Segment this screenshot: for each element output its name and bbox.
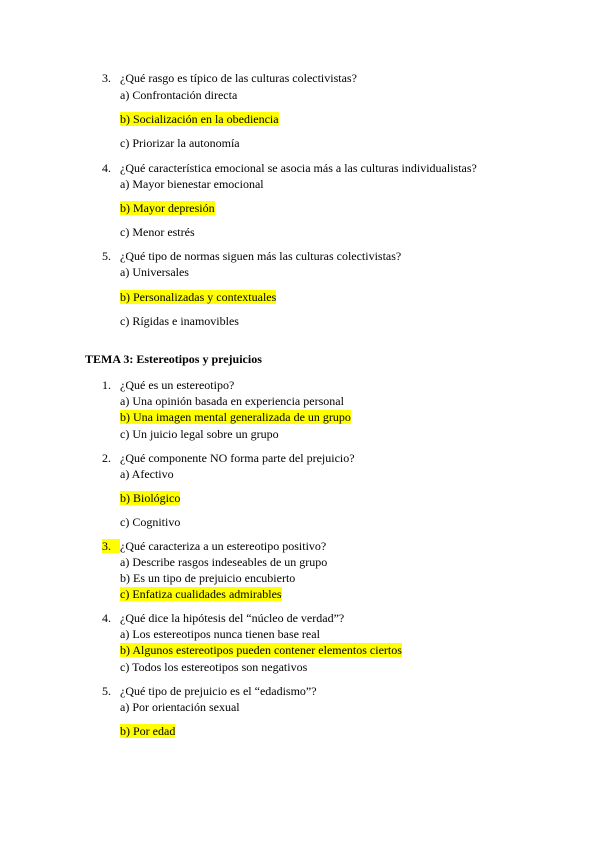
t3-question-4 bbox=[102, 611, 344, 625]
question-number: 4. bbox=[102, 161, 111, 175]
highlighted-answer: b) Una imagen mental generalizada de un grupo bbox=[120, 410, 351, 424]
highlighted-answer: b) Socialización en la obediencia bbox=[120, 112, 279, 126]
question-number: 4. bbox=[102, 611, 111, 625]
option-a: a) Describe rasgos indeseables de un grupo bbox=[120, 555, 328, 569]
option-a: a) Los estereotipos nunca tienen base real bbox=[120, 627, 320, 641]
option-c: c) Cognitivo bbox=[120, 515, 181, 529]
question-text: ¿Qué característica emocional se asocia más a las culturas individualistas? bbox=[120, 161, 477, 175]
option-b-answer bbox=[120, 643, 402, 657]
question-text: ¿Qué es un estereotipo? bbox=[120, 378, 235, 392]
option-b-answer bbox=[120, 410, 351, 424]
option-a: a) Confrontación directa bbox=[120, 88, 238, 102]
question-number-highlighted: 3. bbox=[102, 539, 120, 553]
option-b-answer bbox=[120, 724, 175, 738]
option-a: a) Por orientación sexual bbox=[120, 700, 240, 714]
question-number: 5. bbox=[102, 684, 111, 698]
question-text: ¿Qué rasgo es típico de las culturas colectivistas? bbox=[120, 71, 357, 85]
question-text: ¿Qué componente NO forma parte del prejuicio? bbox=[120, 451, 355, 465]
highlighted-answer: b) Algunos estereotipos pueden contener elementos ciertos bbox=[120, 643, 402, 657]
option-b: b) Es un tipo de prejuicio encubierto bbox=[120, 571, 296, 585]
highlighted-answer: b) Personalizadas y contextuales bbox=[120, 290, 277, 304]
question-5 bbox=[102, 249, 401, 263]
question-3 bbox=[102, 71, 357, 85]
option-a: a) Afectivo bbox=[120, 467, 174, 481]
option-c: c) Un juicio legal sobre un grupo bbox=[120, 427, 279, 441]
option-a: a) Una opinión basada en experiencia personal bbox=[120, 394, 344, 408]
t3-question-2 bbox=[102, 451, 355, 465]
t3-question-3 bbox=[102, 539, 326, 553]
option-a: a) Mayor bienestar emocional bbox=[120, 177, 264, 191]
option-c: c) Todos los estereotipos son negativos bbox=[120, 660, 308, 674]
t3-question-1 bbox=[102, 378, 234, 392]
highlighted-answer: b) Mayor depresión bbox=[120, 201, 215, 215]
question-4 bbox=[102, 161, 477, 175]
question-text: ¿Qué dice la hipótesis del “núcleo de verdad”? bbox=[120, 611, 345, 625]
option-b-answer bbox=[120, 290, 276, 304]
question-text: ¿Qué tipo de normas siguen más las culturas colectivistas? bbox=[120, 249, 402, 263]
option-a: a) Universales bbox=[120, 265, 189, 279]
question-text: ¿Qué tipo de prejuicio es el “edadismo”? bbox=[120, 684, 317, 698]
question-number: 1. bbox=[102, 378, 111, 392]
question-number: 3. bbox=[102, 71, 111, 85]
question-number: 2. bbox=[102, 451, 111, 465]
t3-question-5 bbox=[102, 684, 317, 698]
question-text: ¿Qué caracteriza a un estereotipo positivo? bbox=[120, 539, 327, 553]
section-heading: TEMA 3: Estereotipos y prejuicios bbox=[85, 352, 262, 366]
question-number: 5. bbox=[102, 249, 111, 263]
option-c: c) Rígidas e inamovibles bbox=[120, 314, 239, 328]
option-b-answer bbox=[120, 491, 180, 505]
highlighted-answer: b) Por edad bbox=[120, 724, 176, 738]
option-c: c) Menor estrés bbox=[120, 225, 195, 239]
option-b-answer bbox=[120, 112, 279, 126]
option-b-answer bbox=[120, 201, 215, 215]
option-c: c) Priorizar la autonomía bbox=[120, 136, 240, 150]
highlighted-answer: b) Biológico bbox=[120, 491, 181, 505]
option-c-answer bbox=[120, 587, 282, 601]
highlighted-answer: c) Enfatiza cualidades admirables bbox=[120, 587, 282, 601]
